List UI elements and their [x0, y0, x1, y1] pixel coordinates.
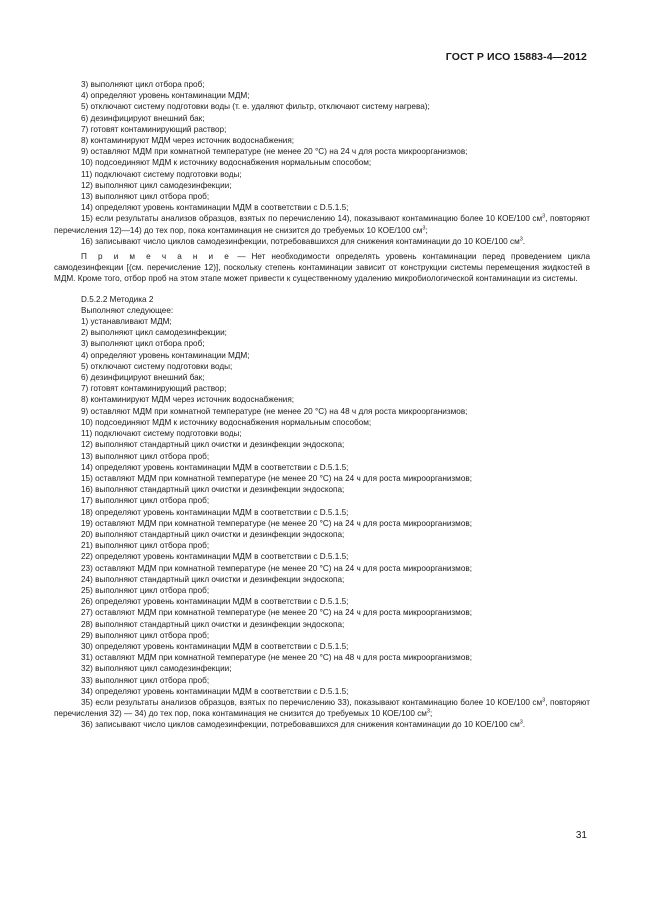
list-item: 29) выполняют цикл отбора проб; — [81, 630, 210, 640]
list-item-16-method-1: 16) записывают число циклов самодезинфекции, потребовавшихся для снижения контаминации до 10 КОЕ/100 $см^3$. — [81, 236, 526, 246]
list-item: 17) выполняют цикл отбора проб; — [81, 496, 210, 506]
list-item: 7) готовят контаминирующий раствор; — [81, 124, 227, 134]
list-item: 4) определяют уровень контаминации МДМ; — [81, 91, 250, 101]
list-item: 8) контаминируют МДМ через источник водоснабжения; — [81, 395, 295, 405]
list-item: 32) выполняют цикл самодезинфекции; — [81, 664, 232, 674]
list-item: 25) выполняют цикл отбора проб; — [81, 585, 210, 595]
list-item: 22) определяют уровень контаминации МДМ в соответствии с D.5.1.5; — [81, 552, 349, 562]
list-item: 21) выполняют цикл отбора проб; — [81, 541, 210, 551]
list-item: 31) оставляют МДМ при комнатной температуре (не менее 20 °С) на 48 ч для роста микроорганизмов; — [81, 653, 472, 663]
list-item: 27) оставляют МДМ при комнатной температуре (не менее 20 °С) на 24 ч для роста микроорганизмов; — [81, 608, 472, 618]
list-item: 7) готовят контаминирующий раствор; — [81, 384, 227, 394]
list-item: 6) дезинфицируют внешний бак; — [81, 373, 205, 383]
list-item: 14) определяют уровень контаминации МДМ в соответствии с D.5.1.5; — [81, 203, 349, 213]
section-intro: Выполняют следующее: — [81, 305, 174, 315]
list-item: 3) выполняют цикл отбора проб; — [81, 339, 205, 349]
list-item: 18) определяют уровень контаминации МДМ в соответствии с D.5.1.5; — [81, 507, 349, 517]
list-item-36: 36) записывают число циклов самодезинфекции, потребовавшихся для снижения контаминации до 10 КОЕ/100 $см^3$. — [81, 719, 526, 730]
list-item: 10) подсоединяют МДМ к источнику водоснабжения нормальным способом; — [81, 417, 372, 427]
procedure-list-1 — [54, 79, 590, 213]
list-item: 2) выполняют цикл самодезинфекции; — [81, 328, 227, 338]
list-item: 30) определяют уровень контаминации МДМ в соответствии с D.5.1.5; — [81, 641, 349, 651]
list-item: 1) устанавливают МДМ; — [81, 317, 172, 327]
list-item: 12) выполняют стандартный цикл очистки и дезинфекции эндоскопа; — [81, 440, 345, 450]
list-item: 11) подключают систему подготовки воды; — [81, 169, 242, 179]
list-item: 13) выполняют цикл отбора проб; — [81, 192, 210, 202]
section-title: D.5.2.2 Методика 2 — [81, 294, 154, 304]
list-item: 15) оставляют МДМ при комнатной температуре (не менее 20 °С) на 24 ч для роста микроорганизмов; — [81, 473, 472, 483]
document-body — [54, 79, 590, 731]
procedure-list-2 — [54, 316, 590, 697]
list-item-15-method-1: 15) если результаты анализов образцов, взятых по перечислению 14), показывают контаминацию более 10 КОЕ/100 $см^3$, повторяют перечисления 12)—14) до тех пор, пока контаминация не снизится до требуемых 10 КОЕ/100 $см^3$; — [54, 213, 590, 235]
list-item: 19) оставляют МДМ при комнатной температуре (не менее 20 °С) на 24 ч для роста микроорганизмов; — [81, 518, 472, 528]
list-item: 14) определяют уровень контаминации МДМ в соответствии с D.5.1.5; — [81, 462, 349, 472]
list-item: 26) определяют уровень контаминации МДМ в соответствии с D.5.1.5; — [81, 597, 349, 607]
list-item: 5) отключают систему подготовки воды; — [81, 361, 233, 371]
list-item: 9) оставляют МДМ при комнатной температуре (не менее 20 °С) на 48 ч для роста микроорганизмов; — [81, 406, 468, 416]
list-item: 6) дезинфицируют внешний бак; — [81, 113, 205, 123]
list-item: 34) определяют уровень контаминации МДМ в соответствии с D.5.1.5; — [81, 686, 349, 696]
list-item: 12) выполняют цикл самодезинфекции; — [81, 180, 232, 190]
note-text: — Нет необходимости определять уровень контаминации перед проведением цикла самодезинфекции [(см. перечисление 12)], поскольку степень контаминации зависит от конструкции системы перемещения жидкостей в МДМ. Кроме того, отбор проб на этом этапе может привести к существенному удалению микробиологической контаминации из системы. — [54, 252, 590, 284]
list-item: 20) выполняют стандартный цикл очистки и дезинфекции эндоскопа; — [81, 529, 345, 539]
note-label: П р и м е ч а н и е — [81, 252, 232, 262]
list-item: 16) выполняют стандартный цикл очистки и дезинфекции эндоскопа; — [81, 485, 345, 495]
list-item: 9) оставляют МДМ при комнатной температуре (не менее 20 °С) на 24 ч для роста микроорганизмов; — [81, 147, 468, 157]
list-item: 13) выполняют цикл отбора проб; — [81, 451, 210, 461]
list-item-35: 35) если результаты анализов образцов, взятых по перечислению 33), показывают контаминацию более 10 КОЕ/100 $см^3$, повторяют перечисления 32) — 34) до тех пор, пока контаминация не снизится до требуемых 10 КОЕ/100 $см^3$; — [54, 697, 590, 719]
list-item: 28) выполняют стандартный цикл очистки и дезинфекции эндоскопа; — [81, 619, 345, 629]
list-item: 8) контаминируют МДМ через источник водоснабжения; — [81, 136, 295, 146]
list-item: 5) отключают систему подготовки воды (т. е. удаляют фильтр, отключают систему нагрева); — [81, 102, 430, 112]
list-item: 11) подключают систему подготовки воды; — [81, 429, 242, 439]
list-item: 33) выполняют цикл отбора проб; — [81, 675, 210, 685]
note-paragraph — [54, 251, 590, 285]
list-item: 4) определяют уровень контаминации МДМ; — [81, 350, 250, 360]
list-item: 23) оставляют МДМ при комнатной температуре (не менее 20 °С) на 24 ч для роста микроорганизмов; — [81, 563, 472, 573]
page-number: 31 — [575, 830, 587, 841]
list-item: 24) выполняют стандартный цикл очистки и дезинфекции эндоскопа; — [81, 574, 345, 584]
list-item: 10) подсоединяют МДМ к источнику водоснабжения нормальным способом; — [81, 158, 372, 168]
standard-header: ГОСТ Р ИСО 15883-4—2012 — [445, 51, 587, 63]
list-item: 3) выполняют цикл отбора проб; — [81, 80, 205, 89]
